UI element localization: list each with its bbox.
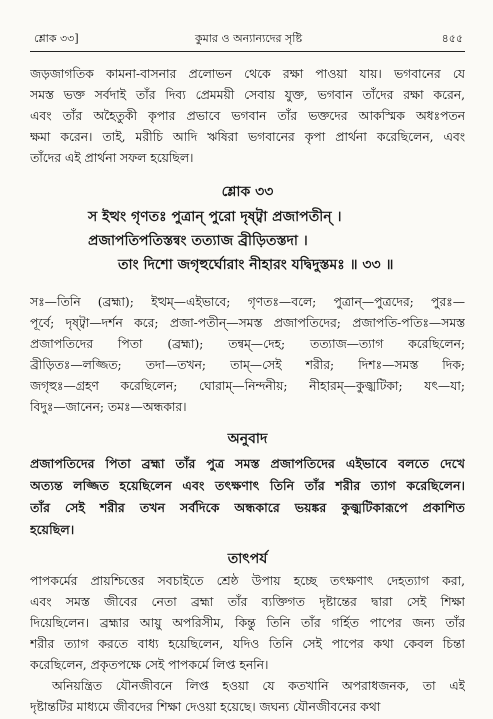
word-for-word-synonyms xyxy=(30,292,465,418)
text-line: এবং সমস্ত জীবের নেতা ব্রহ্মা তাঁর ব্যক্তিগত দৃষ্টান্তের দ্বারা সেই শিক্ষা xyxy=(30,595,465,609)
text-line: দিয়েছিলেন। ব্রহ্মার আয়ু অপরিসীম, কিন্তু তিনি তাঁর গর্হিত পাপের জন্য তাঁর xyxy=(30,616,465,630)
header-verse-ref: শ্লোক ৩৩] xyxy=(34,32,79,45)
header-rule xyxy=(30,51,465,52)
text-line: অনিয়ন্ত্রিত যৌনজীবনে লিপ্ত হওয়া যে কতখানি অপরাধজনক, তা এই xyxy=(52,679,465,693)
text-line: তাঁর সেই শরীর তখন সর্বদিকে অন্ধকারে ভয়ঙ্কর কুজ্ঝটিকারূপে প্রকাশিত xyxy=(30,500,465,515)
text-line: ক্ষমা করেন। তাই, মরীচি আদি ঋষিরা ভগবানের কৃপা প্রার্থনা করেছিলেন, এবং xyxy=(30,130,465,144)
text-line: সঃ—তিনি (ব্রহ্মা); ইত্থম্—এইভাবে; গৃণতঃ—বলে; পুত্রান্—পুত্রদের; পুরঃ— xyxy=(30,295,465,309)
text-line: বিদুঃ—জানেন; তমঃ—অন্ধকার। xyxy=(30,400,187,414)
text-line: প্রজাপতিদের পিতা (ব্রহ্মা); তন্বম্—দেহ; তত্যাজ—ত্যাগ করেছিলেন; xyxy=(30,337,465,351)
text-line: অত্যন্ত লজ্জিত হয়েছিলেন এবং তৎক্ষণাৎ তিনি তাঁর শরীর ত্যাগ করেছিলেন। xyxy=(30,478,465,493)
verse-line: স ইত্থং গৃণতঃ পুত্রান্ পুরো দৃষ্ট্বা প্রজাপতীন্ । xyxy=(88,209,342,225)
page-number: ৪৫৫ xyxy=(441,32,463,45)
translation-heading: অনুবাদ xyxy=(227,431,268,447)
text-line: জড়জাগতিক কামনা-বাসনার প্রলোভন থেকে রক্ষা পাওয়া যায়। ভগবানের যে xyxy=(30,67,465,81)
sanskrit-verse xyxy=(88,205,465,277)
text-line: জগৃহুঃ—গ্রহণ করেছিলেন; ঘোরাম্—নিন্দনীয়; নীহারম্—কুজ্ঝটিকা; যৎ—যা; xyxy=(30,379,465,393)
text-line: সমস্ত ভক্ত সর্বদাই তাঁর দিব্য প্রেমময়ী সেবায় যুক্ত, ভগবান তাঁদের রক্ষা করেন, xyxy=(30,88,465,102)
text-line: এবং তাঁর অহৈতুকী কৃপার প্রভাবে ভগবান তাঁর ভক্তদের আকস্মিক অধঃপতন xyxy=(30,109,465,123)
intro-paragraph xyxy=(30,64,465,169)
text-line: তাঁদের এই প্রার্থনা সফল হয়েছিল। xyxy=(30,151,194,165)
verse-line: তাং দিশো জগৃহুর্ঘোরাং নীহারং যদ্বিদুস্তমঃ ॥ ৩৩ ॥ xyxy=(118,257,394,273)
text-line: পূর্বে; দৃষ্ট্বা—দর্শন করে; প্রজা-পতীন্—সমস্ত প্রজাপতিদের; প্রজাপতি-পতিঃ—সমস্ত xyxy=(30,316,465,330)
text-line: করেছিলেন, প্রকৃতপক্ষে সেই পাপকর্মে লিপ্ত হননি। xyxy=(30,658,269,672)
purport-heading: তাৎপর্য xyxy=(227,551,268,567)
running-header xyxy=(34,30,463,48)
purport-paragraph xyxy=(30,571,465,718)
text-line: হয়েছিল। xyxy=(30,522,75,537)
verse-heading: শ্লোক ৩৩ xyxy=(221,184,274,200)
text-line: পাপকর্মের প্রায়শ্চিত্তের সবচাইতে শ্রেষ্ঠ উপায় হচ্ছে তৎক্ষণাৎ দেহত্যাগ করা, xyxy=(30,574,465,588)
text-line: প্রজাপতিদের পিতা ব্রহ্মা তাঁর পুত্র সমস্ত প্রজাপতিদের এইভাবে বলতে দেখে xyxy=(30,456,465,471)
verse-line: প্রজাপতিপতিস্তন্বং তত্যাজ ব্রীড়িতস্তদা । xyxy=(88,233,308,249)
text-line: দৃষ্টান্তটির মাধ্যমে জীবদের শিক্ষা দেওয়া হয়েছে। জঘন্য যৌনজীবনের কথা xyxy=(30,700,381,714)
text-line: শরীর ত্যাগ করতে বাধ্য হয়েছিলেন, যদিও তিনি সেই পাপের কথা কেবল চিন্তা xyxy=(30,637,465,651)
translation-paragraph xyxy=(30,453,465,541)
text-line: ব্রীড়িতঃ—লজ্জিত; তদা—তখন; তাম্—সেই শরীর; দিশঃ—সমস্ত দিক; xyxy=(30,358,465,372)
header-chapter-title: কুমার ও অন্যান্যদের সৃষ্টি xyxy=(194,32,303,45)
